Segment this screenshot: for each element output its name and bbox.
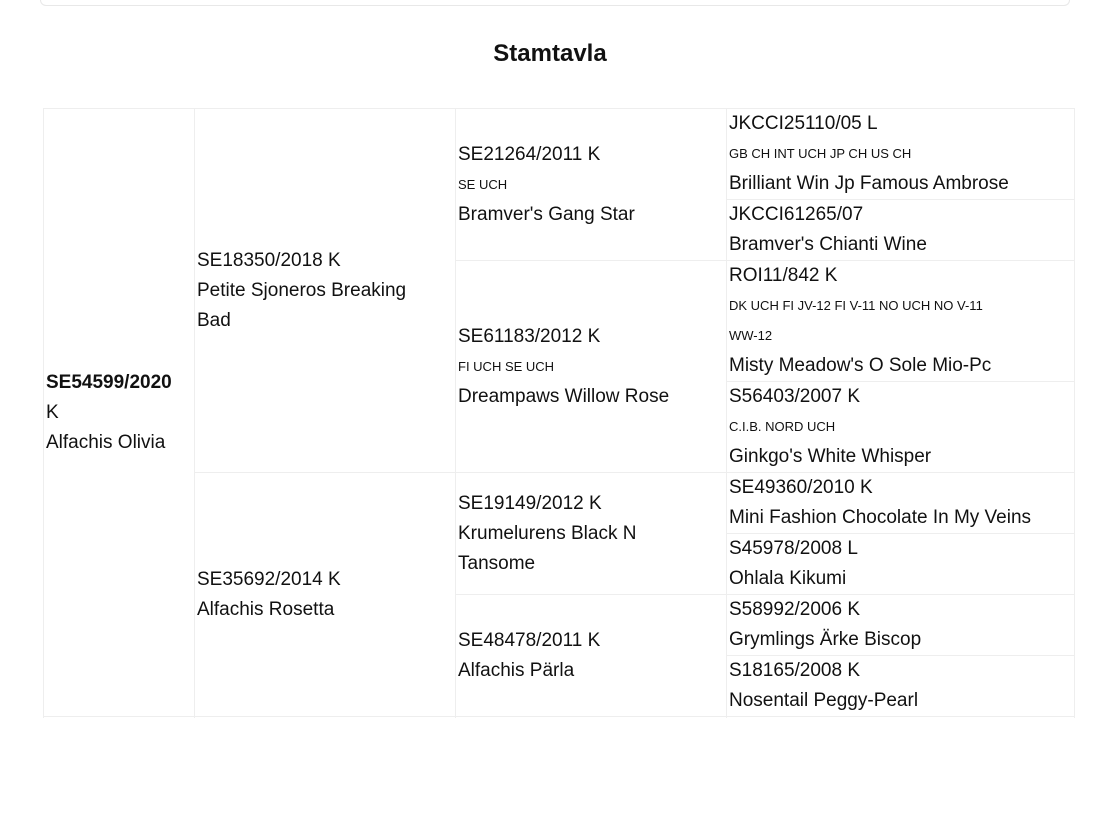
sd-cell <box>456 261 727 473</box>
dsd-cell <box>727 534 1075 595</box>
sire-name: Petite Sjoneros Breaking Bad <box>197 279 407 331</box>
pedigree-table <box>43 108 1075 717</box>
dsd-reg: S45978/2008 L <box>729 538 858 559</box>
dam-reg: SE35692/2014 K <box>197 568 341 590</box>
ss-cell <box>456 109 727 261</box>
subject-cell <box>44 109 195 717</box>
ss-reg: SE21264/2011 K <box>458 143 601 165</box>
ssd-name: Bramver's Chianti Wine <box>729 234 927 255</box>
sdd-titles: C.I.B. NORD UCH <box>729 419 836 434</box>
ddd-reg: S18165/2008 K <box>729 660 861 681</box>
dd-reg: SE48478/2011 K <box>458 629 601 651</box>
page-title: Stamtavla <box>493 40 607 67</box>
sds-name: Misty Meadow's O Sole Mio-Pc <box>729 355 992 376</box>
dsd-name: Ohlala Kikumi <box>729 568 847 589</box>
sd-name: Dreampaws Willow Rose <box>458 385 670 407</box>
subject-reg-suffix: K <box>46 401 59 423</box>
sdd-name: Ginkgo's White Whisper <box>729 446 932 467</box>
dds-name: Grymlings Ärke Biscop <box>729 629 922 650</box>
ds-cell <box>456 473 727 595</box>
ddd-cell <box>727 656 1075 717</box>
top-border <box>40 0 1070 6</box>
sire-cell <box>195 109 456 473</box>
dds-cell <box>727 595 1075 656</box>
ddd-name: Nosentail Peggy-Pearl <box>729 690 919 711</box>
sds-titles-2: WW-12 <box>729 328 773 343</box>
sds-reg: ROI11/842 K <box>729 265 838 286</box>
ssd-cell <box>727 200 1075 261</box>
sd-reg: SE61183/2012 K <box>458 325 601 347</box>
subject-reg: SE54599/2020 <box>46 371 172 393</box>
dss-name: Mini Fashion Chocolate In My Veins <box>729 507 1032 528</box>
sds-cell <box>727 261 1075 382</box>
dds-reg: S58992/2006 K <box>729 599 861 620</box>
dam-cell <box>195 473 456 717</box>
ds-reg: SE19149/2012 K <box>458 492 602 514</box>
dss-reg: SE49360/2010 K <box>729 477 873 498</box>
dd-name: Alfachis Pärla <box>458 659 575 681</box>
dss-cell <box>727 473 1075 534</box>
ss-titles: SE UCH <box>458 176 508 192</box>
ssd-reg: JKCCI61265/07 <box>729 204 864 225</box>
dam-name: Alfachis Rosetta <box>197 598 335 620</box>
sss-name: Brilliant Win Jp Famous Ambrose <box>729 173 1009 194</box>
sss-cell <box>727 109 1075 200</box>
ds-name: Krumelurens Black N Tansome <box>458 522 637 574</box>
ss-name: Bramver's Gang Star <box>458 203 635 225</box>
subject-name: Alfachis Olivia <box>46 431 166 453</box>
sire-reg: SE18350/2018 K <box>197 249 341 271</box>
sds-titles-1: DK UCH FI JV-12 FI V-11 NO UCH NO V-11 <box>729 298 983 313</box>
dd-cell <box>456 595 727 717</box>
sss-reg: JKCCI25110/05 L <box>729 113 878 134</box>
sd-titles: FI UCH SE UCH <box>458 358 555 374</box>
sdd-reg: S56403/2007 K <box>729 386 861 407</box>
sss-titles: GB CH INT UCH JP CH US CH <box>729 146 912 161</box>
sdd-cell <box>727 382 1075 473</box>
